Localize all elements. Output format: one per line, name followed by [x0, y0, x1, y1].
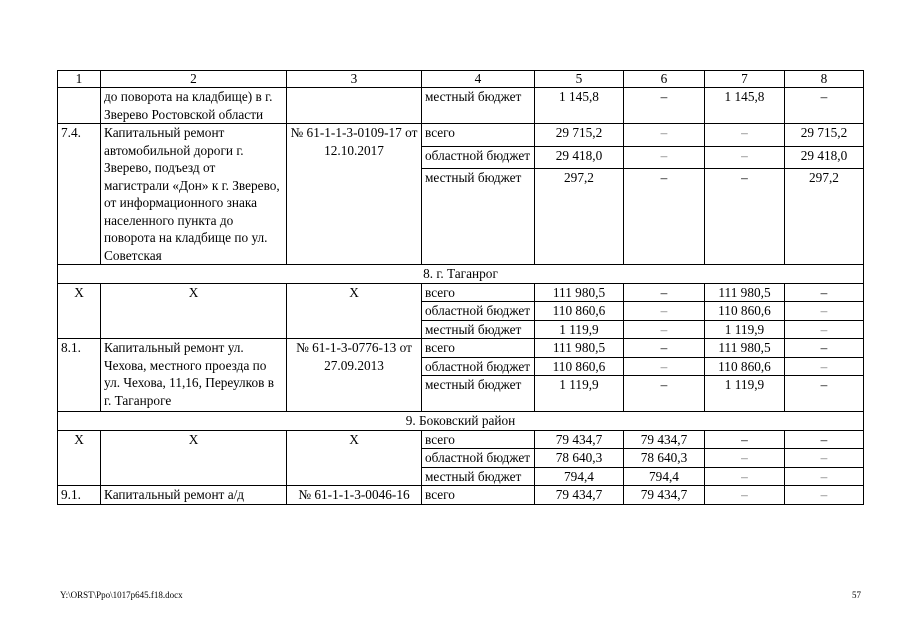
funding-source: областной бюджет [422, 146, 535, 169]
value-col8: 29 715,2 [785, 124, 864, 147]
value-col7: 1 119,9 [705, 320, 785, 339]
value-col8: – [785, 302, 864, 321]
row-number: 8.1. [58, 339, 101, 412]
funding-source: всего [422, 283, 535, 302]
value-col7: 1 119,9 [705, 376, 785, 412]
value-col6: 78 640,3 [624, 449, 705, 468]
table-row [58, 88, 864, 124]
value-col7: – [705, 430, 785, 449]
value-col7: – [705, 124, 785, 147]
value-col8: – [785, 88, 864, 124]
value-col5: 29 715,2 [535, 124, 624, 147]
funding-source: местный бюджет [422, 376, 535, 412]
value-col7: – [705, 486, 785, 505]
table-row [58, 283, 864, 302]
value-col8: – [785, 376, 864, 412]
value-col8: – [785, 283, 864, 302]
funding-source: местный бюджет [422, 88, 535, 124]
value-col5: 1 119,9 [535, 320, 624, 339]
value-col6: 794,4 [624, 467, 705, 486]
document-ref: X [287, 430, 422, 486]
funding-source: всего [422, 124, 535, 147]
section-title: 9. Боковский район [58, 412, 864, 431]
page-number: 57 [852, 590, 861, 600]
value-col8: – [785, 357, 864, 376]
value-col6: – [624, 302, 705, 321]
value-col5: 110 860,6 [535, 357, 624, 376]
value-col7: 1 145,8 [705, 88, 785, 124]
object-description: Капитальный ремонт автомобильной дороги г. Зверево, подъезд от магистрали «Дон» к г. Зверево, от информационного знака населенного пункта до поворота на кладбище по ул. Советская [101, 124, 287, 265]
value-col7: – [705, 467, 785, 486]
table-row [58, 124, 864, 147]
table-row [58, 430, 864, 449]
value-col7: 111 980,5 [705, 339, 785, 358]
object-description: до поворота на кладбище) в г. Зверево Ростовской области [101, 88, 287, 124]
value-col8: – [785, 449, 864, 468]
value-col6: – [624, 376, 705, 412]
value-col7: 111 980,5 [705, 283, 785, 302]
value-col5: 297,2 [535, 169, 624, 265]
value-col8: – [785, 339, 864, 358]
object-description: Капитальный ремонт ул. Чехова, местного проезда по ул. Чехова, 11,16, Переулков в г. Таганроге [101, 339, 287, 412]
column-number-row [58, 71, 864, 88]
document-ref: X [287, 283, 422, 339]
value-col6: 79 434,7 [624, 486, 705, 505]
row-number: X [58, 430, 101, 486]
row-number [58, 88, 101, 124]
document-ref [287, 88, 422, 124]
col-header: 5 [535, 71, 624, 88]
table-row [58, 339, 864, 358]
document-ref: № 61-1-3-0776-13 от 27.09.2013 [287, 339, 422, 412]
col-header: 8 [785, 71, 864, 88]
object-description: X [101, 283, 287, 339]
funding-source: местный бюджет [422, 467, 535, 486]
value-col7: 110 860,6 [705, 357, 785, 376]
object-description: Капитальный ремонт а/д [101, 486, 287, 505]
value-col5: 111 980,5 [535, 339, 624, 358]
value-col5: 111 980,5 [535, 283, 624, 302]
funding-source: всего [422, 339, 535, 358]
value-col8: – [785, 467, 864, 486]
value-col6: – [624, 88, 705, 124]
value-col5: 794,4 [535, 467, 624, 486]
value-col6: – [624, 357, 705, 376]
value-col5: 79 434,7 [535, 430, 624, 449]
col-header: 2 [101, 71, 287, 88]
funding-source: областной бюджет [422, 357, 535, 376]
row-number: X [58, 283, 101, 339]
section-title: 8. г. Таганрог [58, 265, 864, 284]
value-col6: – [624, 283, 705, 302]
value-col6: – [624, 169, 705, 265]
value-col8: – [785, 430, 864, 449]
value-col5: 78 640,3 [535, 449, 624, 468]
funding-source: областной бюджет [422, 449, 535, 468]
value-col7: – [705, 146, 785, 169]
funding-source: всего [422, 486, 535, 505]
value-col6: – [624, 320, 705, 339]
value-col5: 110 860,6 [535, 302, 624, 321]
document-ref: № 61-1-1-3-0046-16 [287, 486, 422, 505]
col-header: 7 [705, 71, 785, 88]
value-col8: 29 418,0 [785, 146, 864, 169]
col-header: 4 [422, 71, 535, 88]
value-col6: – [624, 146, 705, 169]
row-number: 9.1. [58, 486, 101, 505]
col-header: 3 [287, 71, 422, 88]
col-header: 6 [624, 71, 705, 88]
funding-source: местный бюджет [422, 169, 535, 265]
funding-source: всего [422, 430, 535, 449]
value-col8: 297,2 [785, 169, 864, 265]
funding-source: местный бюджет [422, 320, 535, 339]
row-number: 7.4. [58, 124, 101, 265]
value-col5: 1 145,8 [535, 88, 624, 124]
budget-table [57, 70, 864, 505]
value-col7: 110 860,6 [705, 302, 785, 321]
funding-source: областной бюджет [422, 302, 535, 321]
value-col5: 29 418,0 [535, 146, 624, 169]
value-col6: – [624, 339, 705, 358]
section-row [58, 265, 864, 284]
value-col6: 79 434,7 [624, 430, 705, 449]
object-description: X [101, 430, 287, 486]
document-ref: № 61-1-1-3-0109-17 от 12.10.2017 [287, 124, 422, 265]
value-col5: 1 119,9 [535, 376, 624, 412]
table-row [58, 486, 864, 505]
value-col5: 79 434,7 [535, 486, 624, 505]
file-path: Y:\ORST\Ppo\1017p645.f18.docx [60, 590, 183, 600]
col-header: 1 [58, 71, 101, 88]
value-col7: – [705, 169, 785, 265]
value-col8: – [785, 320, 864, 339]
value-col6: – [624, 124, 705, 147]
value-col7: – [705, 449, 785, 468]
section-row [58, 412, 864, 431]
value-col8: – [785, 486, 864, 505]
